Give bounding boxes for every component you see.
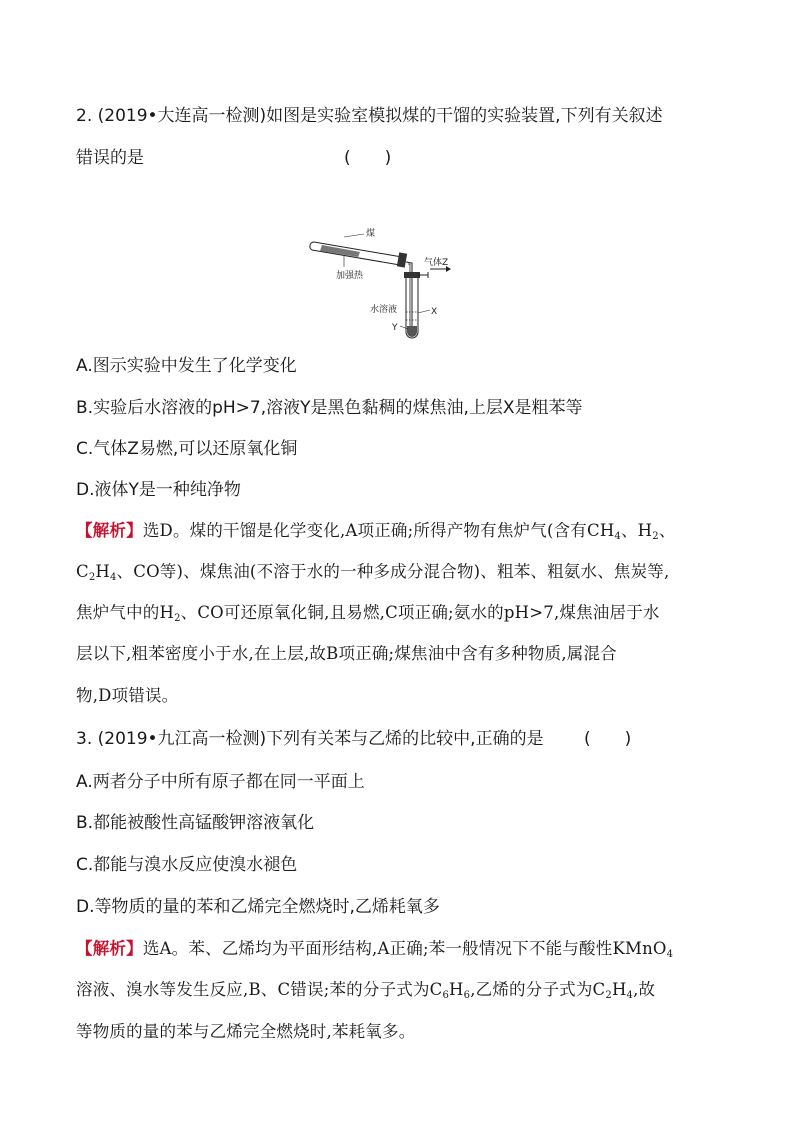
layer-x-label: X <box>431 307 438 317</box>
q2-option-c: C.气体Z易燃,可以还原氧化铜 <box>76 439 298 459</box>
q2-analysis-line2: $C_2H_4$、CO等)、煤焦油(不溶于水的一种多成分混合物)、粗苯、粗氨水、焦炭等, <box>76 562 670 583</box>
coal-label: 煤 <box>366 229 376 239</box>
q2-option-a: A.图示实验中发生了化学变化 <box>76 356 297 376</box>
q2-answer-paren: ( ) <box>344 148 392 168</box>
q3-answer-paren: ( ) <box>584 729 632 749</box>
q2-stem-line1: 2. (2019•大连高一检测)如图是实验室模拟煤的干馏的实验装置,下列有关叙述 <box>76 106 663 126</box>
q3-option-b: B.都能被酸性高锰酸钾溶液氧化 <box>76 813 315 833</box>
q3-option-d: D.等物质的量的苯和乙烯完全燃烧时,乙烯耗氧多 <box>76 897 440 917</box>
analysis-tag: 【解析】 <box>76 939 143 958</box>
analysis-tag: 【解析】 <box>76 521 143 540</box>
q2-analysis-line1: 【解析】选D。煤的干馏是化学变化,A项正确;所得产物有焦炉气(含有$CH_4$、$H_2$、 <box>76 521 676 542</box>
q2-analysis-line5: 物,D项错误。 <box>76 686 179 705</box>
heated-test-tube <box>310 242 407 268</box>
q3-option-a: A.两者分子中所有原子都在同一平面上 <box>76 772 365 792</box>
aqueous-solution-label: 水溶液 <box>370 305 398 315</box>
q2-analysis-line4: 层以下,粗苯密度小于水,在上层,故B项正确;煤焦油中含有多种物质,属混合 <box>76 644 617 663</box>
heat-label: 加强热 <box>336 271 364 281</box>
q2-option-b: B.实验后水溶液的pH>7,溶液Y是黑色黏稠的煤焦油,上层X是粗苯等 <box>76 398 583 418</box>
stopper <box>397 252 407 267</box>
collection-test-tube <box>404 272 428 338</box>
q2-analysis-line3: 焦炉气中的$H_2$、CO可还原氧化铜,且易燃,C项正确;氨水的pH>7,煤焦油居于水 <box>76 603 660 624</box>
q3-analysis-line3: 等物质的量的苯与乙烯完全燃烧时,苯耗氧多。 <box>76 1022 416 1041</box>
q3-stem: 3. (2019•九江高一检测)下列有关苯与乙烯的比较中,正确的是 <box>76 729 544 749</box>
q2-option-d: D.液体Y是一种纯净物 <box>76 480 241 500</box>
q3-analysis-line2: 溶液、溴水等发生反应,B、C错误;苯的分子式为$C_6H_6$,乙烯的分子式为$C_2H_4$,故 <box>76 980 656 1001</box>
gas-z-label: 气体Z <box>424 258 449 268</box>
q2-stem-line2: 错误的是 <box>76 148 144 168</box>
dry-distillation-apparatus-figure <box>300 220 500 345</box>
layer-y-label: Y <box>392 323 398 333</box>
q3-analysis-line1: 【解析】选A。苯、乙烯均为平面形结构,A正确;苯一般情况下不能与酸性KMnO$_4$ <box>76 939 674 960</box>
q3-option-c: C.都能与溴水反应使溴水褪色 <box>76 855 298 875</box>
